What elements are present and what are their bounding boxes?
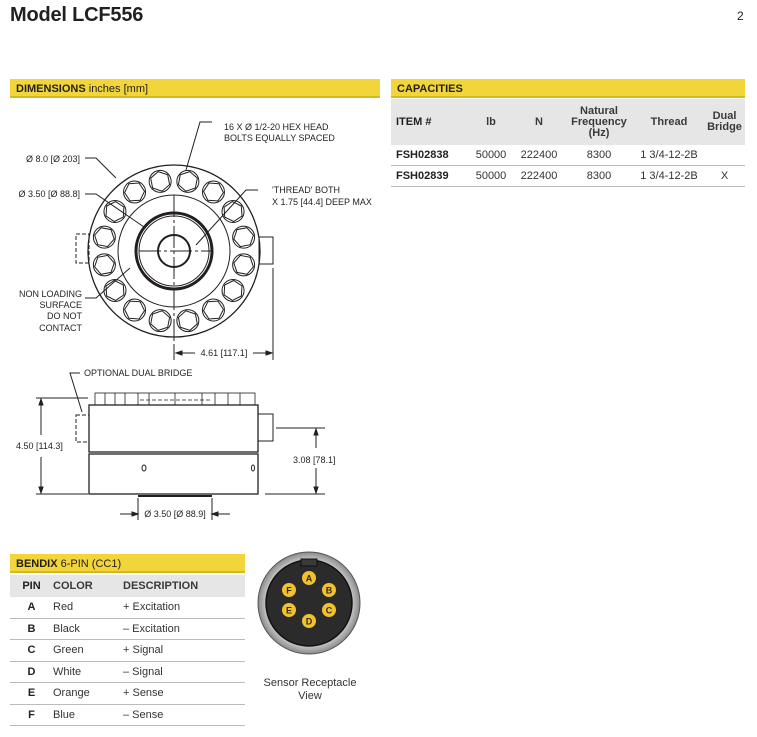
bolts-label-1: 16 X Ø 1/2-20 HEX HEAD bbox=[224, 122, 329, 132]
bolt-head bbox=[104, 201, 126, 223]
wire-color: Green bbox=[53, 640, 123, 662]
bolt-head bbox=[177, 310, 199, 332]
bolt-head bbox=[202, 299, 224, 321]
item-number: FSH02839 bbox=[391, 166, 468, 187]
bolt-head bbox=[149, 170, 171, 192]
pin-label: F bbox=[286, 585, 292, 596]
col-natural-frequency bbox=[564, 99, 634, 145]
upper-body bbox=[89, 405, 258, 452]
bolt-head bbox=[124, 181, 146, 203]
side-dual-bridge-outline bbox=[76, 415, 89, 442]
lower-body bbox=[89, 454, 258, 494]
pin-label: A bbox=[305, 573, 313, 584]
thread-label-1: 'THREAD' BOTH bbox=[272, 185, 340, 195]
natural-frequency: 8300 bbox=[564, 166, 634, 187]
nf-line2: Frequency bbox=[571, 115, 627, 128]
col-description: DESCRIPTION bbox=[123, 575, 245, 597]
db-line2: Bridge bbox=[707, 121, 742, 133]
bolt-head bbox=[93, 254, 115, 276]
pin-row bbox=[10, 597, 245, 618]
dual-bridge-label: OPTIONAL DUAL BRIDGE bbox=[84, 368, 193, 378]
hex-icon bbox=[151, 172, 170, 192]
table-row bbox=[391, 145, 745, 166]
caption-line2: View bbox=[298, 690, 322, 702]
hex-icon bbox=[125, 301, 145, 319]
dimensions-units: inches [mm] bbox=[88, 83, 149, 95]
bolt-head bbox=[177, 170, 199, 192]
nf-line3: (Hz) bbox=[588, 126, 610, 139]
nonloading-label-4: CONTACT bbox=[39, 323, 82, 333]
nonloading-label-2: SURFACE bbox=[39, 300, 82, 310]
bolts-label-2: BOLTS EQUALLY SPACED bbox=[224, 133, 335, 143]
pin-label: C bbox=[325, 605, 333, 616]
bolt-head bbox=[104, 279, 126, 301]
hex-icon bbox=[204, 301, 224, 319]
item-number: FSH02838 bbox=[391, 145, 468, 166]
capacities-heading bbox=[391, 79, 745, 98]
base-diameter-label: Ø 3.50 [Ø 88.9] bbox=[144, 509, 206, 519]
capacity-lb: 50000 bbox=[468, 145, 514, 166]
nonloading-label-1: NON LOADING bbox=[18, 289, 82, 299]
pin-letter: A bbox=[10, 597, 53, 618]
pin-row bbox=[10, 640, 245, 662]
side-connector bbox=[258, 414, 273, 441]
capacity-lb: 50000 bbox=[468, 166, 514, 187]
col-pin: PIN bbox=[10, 575, 53, 597]
bolt-head bbox=[233, 254, 255, 276]
col-color: COLOR bbox=[53, 575, 123, 597]
pin-row bbox=[10, 704, 245, 726]
page-number: 2 bbox=[737, 9, 744, 23]
pin-letter: D bbox=[10, 661, 53, 683]
radius-label: 4.61 [117.1] bbox=[200, 348, 248, 358]
bolt-head bbox=[222, 279, 244, 301]
thread: 1 3/4-12-2B bbox=[634, 145, 704, 166]
bolt-head bbox=[93, 226, 115, 248]
col-n: N bbox=[514, 99, 564, 145]
pin-row bbox=[10, 661, 245, 683]
pin-description: + Sense bbox=[123, 683, 245, 705]
pin-letter: F bbox=[10, 704, 53, 726]
pin-label: E bbox=[285, 605, 293, 616]
dimension-drawing bbox=[0, 100, 390, 530]
pin-row bbox=[10, 618, 245, 640]
dimensions-heading bbox=[10, 79, 380, 98]
dimensions-title: DIMENSIONS bbox=[16, 83, 86, 95]
pin-letter: B bbox=[10, 618, 53, 640]
key-notch bbox=[301, 559, 317, 566]
col-thread: Thread bbox=[634, 99, 704, 145]
thread-label-2: X 1.75 [44.4] DEEP MAX bbox=[272, 197, 372, 207]
hex-icon bbox=[224, 281, 242, 301]
hex-icon bbox=[178, 311, 197, 331]
table-row bbox=[391, 166, 745, 187]
caption-line1: Sensor Receptacle bbox=[263, 677, 357, 689]
pin-row bbox=[10, 683, 245, 705]
capacities-table bbox=[391, 99, 745, 187]
wiring-heading bbox=[10, 554, 245, 573]
hex-icon bbox=[95, 228, 115, 247]
capacities-title: CAPACITIES bbox=[397, 83, 463, 95]
dual-bridge: X bbox=[704, 166, 745, 187]
pin-description: – Excitation bbox=[123, 618, 245, 640]
connector-height-label: 3.08 [78.1] bbox=[293, 455, 336, 465]
capacity-n: 222400 bbox=[514, 166, 564, 187]
side-bolts bbox=[95, 393, 255, 405]
pin-label: D bbox=[305, 616, 313, 627]
capacities-header-row bbox=[391, 99, 745, 145]
db-line1: Dual bbox=[712, 110, 737, 122]
pin-label: B bbox=[325, 585, 333, 596]
hex-icon bbox=[204, 183, 224, 201]
pinout-table bbox=[10, 575, 245, 726]
wire-color: Black bbox=[53, 618, 123, 640]
pin-description: – Signal bbox=[123, 661, 245, 683]
receptacle-caption bbox=[258, 677, 362, 703]
pin-letter: E bbox=[10, 683, 53, 705]
wiring-subtitle: 6-PIN (CC1) bbox=[60, 558, 122, 570]
bolt-head bbox=[233, 226, 255, 248]
wiring-title: BENDIX bbox=[16, 558, 58, 570]
dual-bridge-connector-outline bbox=[76, 234, 89, 263]
bolt-head bbox=[149, 310, 171, 332]
natural-frequency: 8300 bbox=[564, 145, 634, 166]
nonloading-label-3: DO NOT bbox=[47, 311, 82, 321]
pin-description: + Excitation bbox=[123, 597, 245, 618]
col-dual-bridge bbox=[704, 99, 745, 145]
connector bbox=[259, 237, 273, 264]
hex-icon bbox=[234, 255, 254, 274]
hex-icon bbox=[95, 255, 115, 274]
wire-color: Orange bbox=[53, 683, 123, 705]
bolt-head bbox=[202, 181, 224, 203]
hex-icon bbox=[106, 281, 124, 301]
dual-bridge bbox=[704, 145, 745, 166]
nf-line1: Natural bbox=[580, 104, 618, 117]
pin-description: – Sense bbox=[123, 704, 245, 726]
wire-color: Red bbox=[53, 597, 123, 618]
bolt-head bbox=[124, 299, 146, 321]
thread: 1 3/4-12-2B bbox=[634, 166, 704, 187]
wire-color: White bbox=[53, 661, 123, 683]
hex-icon bbox=[151, 311, 170, 331]
hex-icon bbox=[178, 172, 197, 192]
hex-icon bbox=[234, 228, 254, 247]
pinout-header-row bbox=[10, 575, 245, 597]
pin-description: + Signal bbox=[123, 640, 245, 662]
pin-letter: C bbox=[10, 640, 53, 662]
hex-icon bbox=[125, 183, 145, 201]
capacity-n: 222400 bbox=[514, 145, 564, 166]
hub-diameter-label: Ø 3.50 [Ø 88.8] bbox=[18, 189, 80, 199]
outer-diameter-label: Ø 8.0 [Ø 203] bbox=[25, 154, 80, 164]
sensor-receptacle bbox=[255, 548, 365, 658]
col-item: ITEM # bbox=[391, 99, 468, 145]
page-title: Model LCF556 bbox=[10, 4, 144, 26]
wire-color: Blue bbox=[53, 704, 123, 726]
col-lb: lb bbox=[468, 99, 514, 145]
height-label: 4.50 [114.3] bbox=[16, 441, 63, 451]
